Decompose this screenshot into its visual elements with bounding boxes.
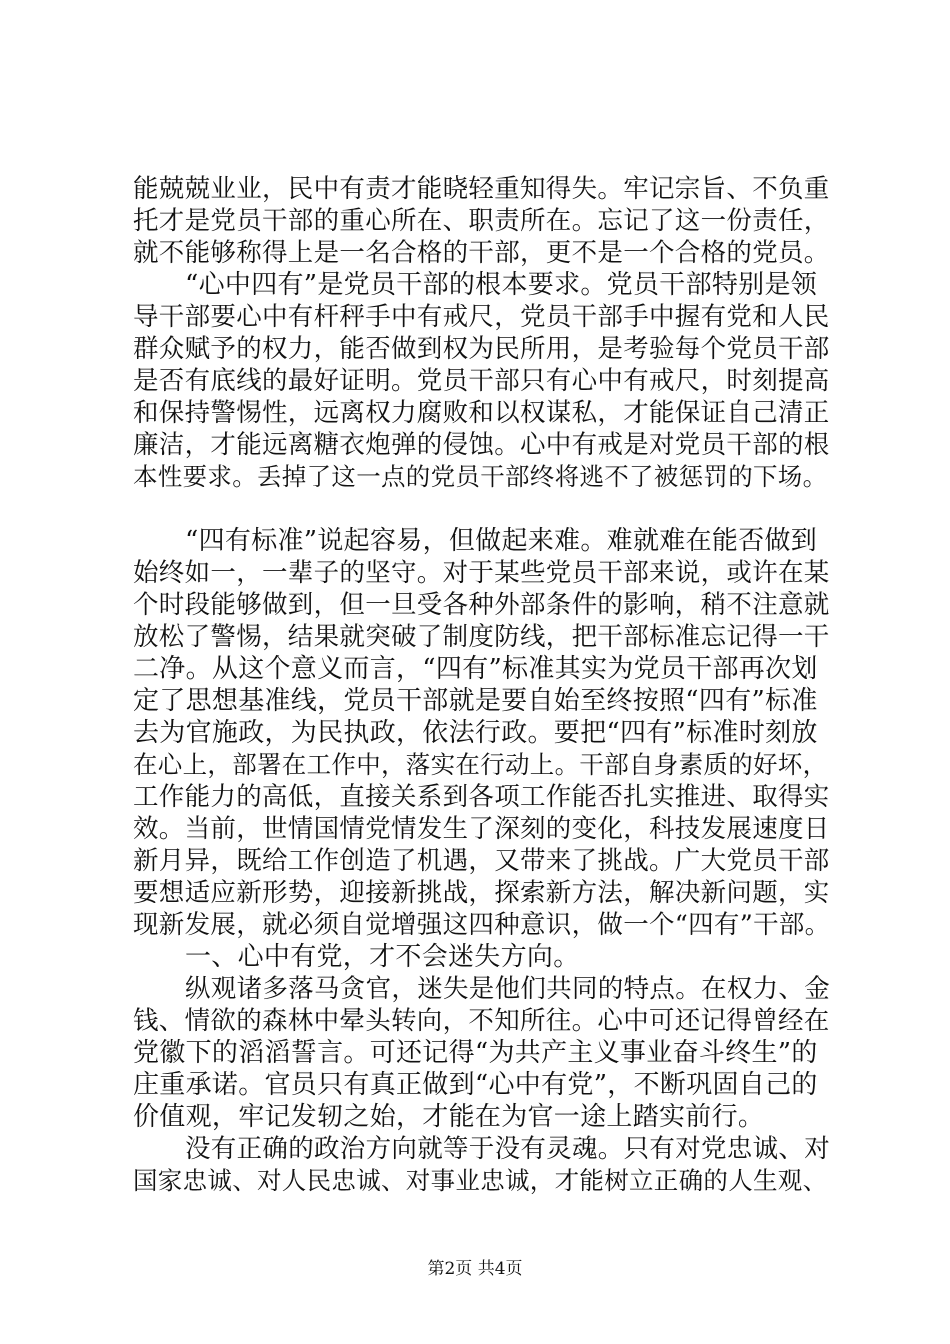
- text-line: 群众赋予的权力，能否做到权为民所用，是考验每个党员干部: [133, 334, 830, 364]
- text-line: 定了思想基准线，党员干部就是要自始至终按照“四有”标准: [133, 686, 818, 716]
- text-line: 就不能够称得上是一名合格的干部，更不是一个合格的党员。: [133, 238, 830, 268]
- text-line: “心中四有”是党员干部的根本要求。党员干部特别是领: [185, 270, 818, 300]
- text-line: 新月异，既给工作创造了机遇，又带来了挑战。广大党员干部: [133, 846, 830, 876]
- text-line: 二净。从这个意义而言，“四有”标准其实为党员干部再次划: [133, 654, 818, 684]
- text-line: 效。当前，世情国情党情发生了深刻的变化，科技发展速度日: [133, 814, 830, 844]
- text-line: 工作能力的高低，直接关系到各项工作能否扎实推进、取得实: [133, 782, 830, 812]
- text-line: 钱、情欲的森林中晕头转向，不知所往。心中可还记得曾经在: [133, 1006, 830, 1036]
- page-footer: 第2页 共4页: [427, 1259, 523, 1279]
- text-line: 个时段能够做到，但一旦受各种外部条件的影响，稍不注意就: [133, 590, 830, 620]
- text-line: 没有正确的政治方向就等于没有灵魂。只有对党忠诚、对: [185, 1134, 831, 1164]
- text-line: 始终如一，一辈子的坚守。对于某些党员干部来说，或许在某: [133, 558, 830, 588]
- text-line: 庄重承诺。官员只有真正做到“心中有党”，不断巩固自己的: [133, 1070, 818, 1100]
- text-line: 托才是党员干部的重心所在、职责所在。忘记了这一份责任，: [133, 206, 830, 236]
- text-line: 党徽下的滔滔誓言。可还记得“为共产主义事业奋斗终生”的: [133, 1038, 818, 1068]
- text-line: 纵观诸多落马贪官，迷失是他们共同的特点。在权力、金: [185, 974, 831, 1004]
- text-line: 要想适应新形势，迎接新挑战，探索新方法，解决新问题，实: [133, 878, 830, 908]
- text-line: 导干部要心中有杆秤手中有戒尺，党员干部手中握有党和人民: [133, 302, 830, 332]
- text-line: 能兢兢业业，民中有责才能晓轻重知得失。牢记宗旨、不负重: [133, 174, 830, 204]
- text-line: 一、心中有党，才不会迷失方向。: [185, 942, 580, 972]
- text-line: 是否有底线的最好证明。党员干部只有心中有戒尺，时刻提高: [133, 366, 830, 396]
- text-line: 现新发展，就必须自觉增强这四种意识，做一个“四有”干部。: [133, 910, 831, 940]
- text-line: 廉洁，才能远离糖衣炮弹的侵蚀。心中有戒是对党员干部的根: [133, 430, 830, 460]
- text-line: “四有标准”说起容易，但做起来难。难就难在能否做到: [185, 526, 818, 556]
- text-line: 和保持警惕性，远离权力腐败和以权谋私，才能保证自己清正: [133, 398, 830, 428]
- text-line: 放松了警惕，结果就突破了制度防线，把干部标准忘记得一干: [133, 622, 830, 652]
- text-line: 本性要求。丢掉了这一点的党员干部终将逃不了被惩罚的下场。: [133, 462, 828, 491]
- text-line: 国家忠诚、对人民忠诚、对事业忠诚，才能树立正确的人生观、: [133, 1166, 828, 1195]
- text-line: 在心上，部署在工作中，落实在行动上。干部自身素质的好坏，: [133, 750, 828, 779]
- text-line: 去为官施政，为民执政，依法行政。要把“四有”标准时刻放: [133, 718, 818, 748]
- text-line: 价值观，牢记发轫之始，才能在为官一途上踏实前行。: [133, 1102, 765, 1132]
